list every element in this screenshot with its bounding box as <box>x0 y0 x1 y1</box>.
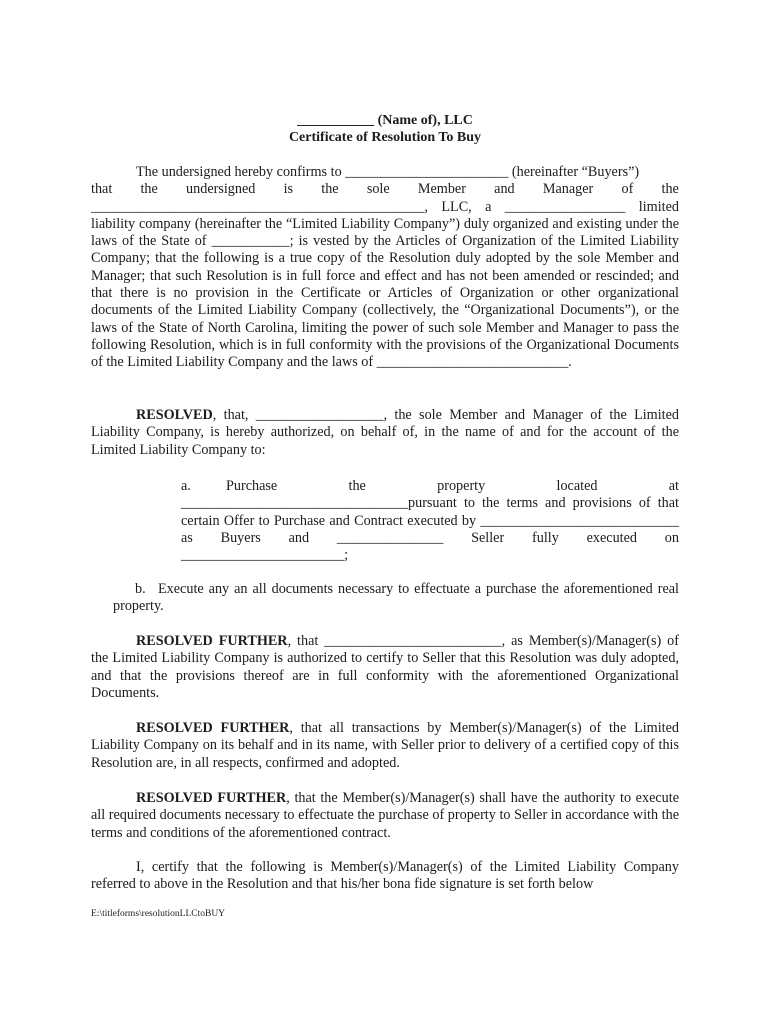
intro-line-2-word: sole <box>366 181 390 198</box>
resolved-lead-3: RESOLVED FURTHER <box>136 720 290 736</box>
intro-paragraph <box>91 164 679 372</box>
file-path-footer: E:\titleforms\resolutionLLCtoBUY <box>91 909 226 919</box>
item-b-text: Execute any an all documents necessary to effectuate a purchase the aforementioned real property. <box>113 581 679 615</box>
item-a-text: Purchase the property located at ________________________________pursuant to the terms and provisions of that certain Offer to Purchase and Contract executed by ____________________________ as Buyers and _______________ Seller fully executed on _______________________; <box>181 478 679 564</box>
resolved-text-4: , that the Member(s)/Manager(s) shall have the authority to execute all required documents necessary to effectuate the purchase of property to Seller in accordance with the terms and conditions of the aforementioned contract. <box>91 790 679 841</box>
company-name-heading: ___________ (Name of), LLC <box>297 113 473 128</box>
intro-line-2-word: the <box>140 181 158 198</box>
intro-line-2-word: the <box>321 181 339 198</box>
resolved-paragraph-4 <box>91 790 679 842</box>
resolved-lead-2: RESOLVED FURTHER <box>136 633 288 649</box>
intro-line-2-word: Member <box>417 181 466 198</box>
resolved-paragraph-3 <box>91 720 679 772</box>
resolved-lead-4: RESOLVED FURTHER <box>136 790 287 806</box>
intro-line-2-word: of <box>621 181 634 198</box>
intro-line-2-word: and <box>494 181 515 198</box>
intro-line-2 <box>91 181 679 198</box>
certify-text: I, certify that the following is Member(s)/Manager(s) of the Limited Liability Company referred to above in the Resolution and that his/her bona fide signature is set forth below <box>91 859 679 893</box>
intro-text-3: _______________________________________________, LLC, a _________________ limited liability company (hereinafter the “Limited Liability Company”) duly organized and existing under the laws of the State of ___________; is vested by the Articles of Organization of the Limited Liability Company; that the following is a true copy of the Resolution duly adopted by the sole Member and Manager; that such Resolution is in full force and effect and has not been amended or rescinded; and that there is no provision in the Certificate or Articles of Organization or other organizational documents of the Limited Liability Company (collectively, the “Organizational Documents”), or the laws of the State of North Carolina, limiting the power of such sole Member and Manager to pass the following Resolution, which is in full conformity with the provisions of the Organizational Documents of the Limited Liability Company and the laws of ___________________________. <box>91 198 679 371</box>
intro-text-1: The undersigned hereby confirms to _______________________ (hereinafter “Buyers”) <box>136 164 640 180</box>
intro-line-2-word: the <box>661 181 679 198</box>
certify-paragraph <box>91 859 679 894</box>
certificate-title: Certificate of Resolution To Buy <box>288 130 482 145</box>
item-b-label: b. <box>135 581 146 597</box>
resolved-text-3: , that all transactions by Member(s)/Manager(s) of the Limited Liability Company on its behalf and in its name, with Seller prior to delivery of a certified copy of this Resolution are, in all respects, confirmed and adopted. <box>91 720 679 771</box>
resolved-paragraph-2 <box>91 633 679 702</box>
resolved-text-1: , that, __________________, the sole Member and Manager of the Limited Liability Company, is hereby authorized, on behalf of, in the name of and for the account of the Limited Liability Company to: <box>91 407 679 458</box>
intro-line-2-word: is <box>283 181 294 198</box>
intro-line-2-word: Manager <box>542 181 594 198</box>
item-b-paragraph <box>113 581 679 616</box>
resolved-text-2: , that _________________________, as Member(s)/Manager(s) of the Limited Liability Company is authorized to certify to Seller that this Resolution was duly adopted, and that the provisions thereof are in full conformity with the aforementioned Organizational Documents. <box>91 633 679 701</box>
intro-line-2-word: undersigned <box>186 181 256 198</box>
item-a-label: a. <box>181 478 191 494</box>
item-a-paragraph <box>181 478 679 564</box>
resolved-lead-1: RESOLVED <box>136 407 213 423</box>
intro-line-2-word: that <box>91 181 113 198</box>
resolved-paragraph-1 <box>91 407 679 459</box>
intro-line-1 <box>91 164 679 181</box>
